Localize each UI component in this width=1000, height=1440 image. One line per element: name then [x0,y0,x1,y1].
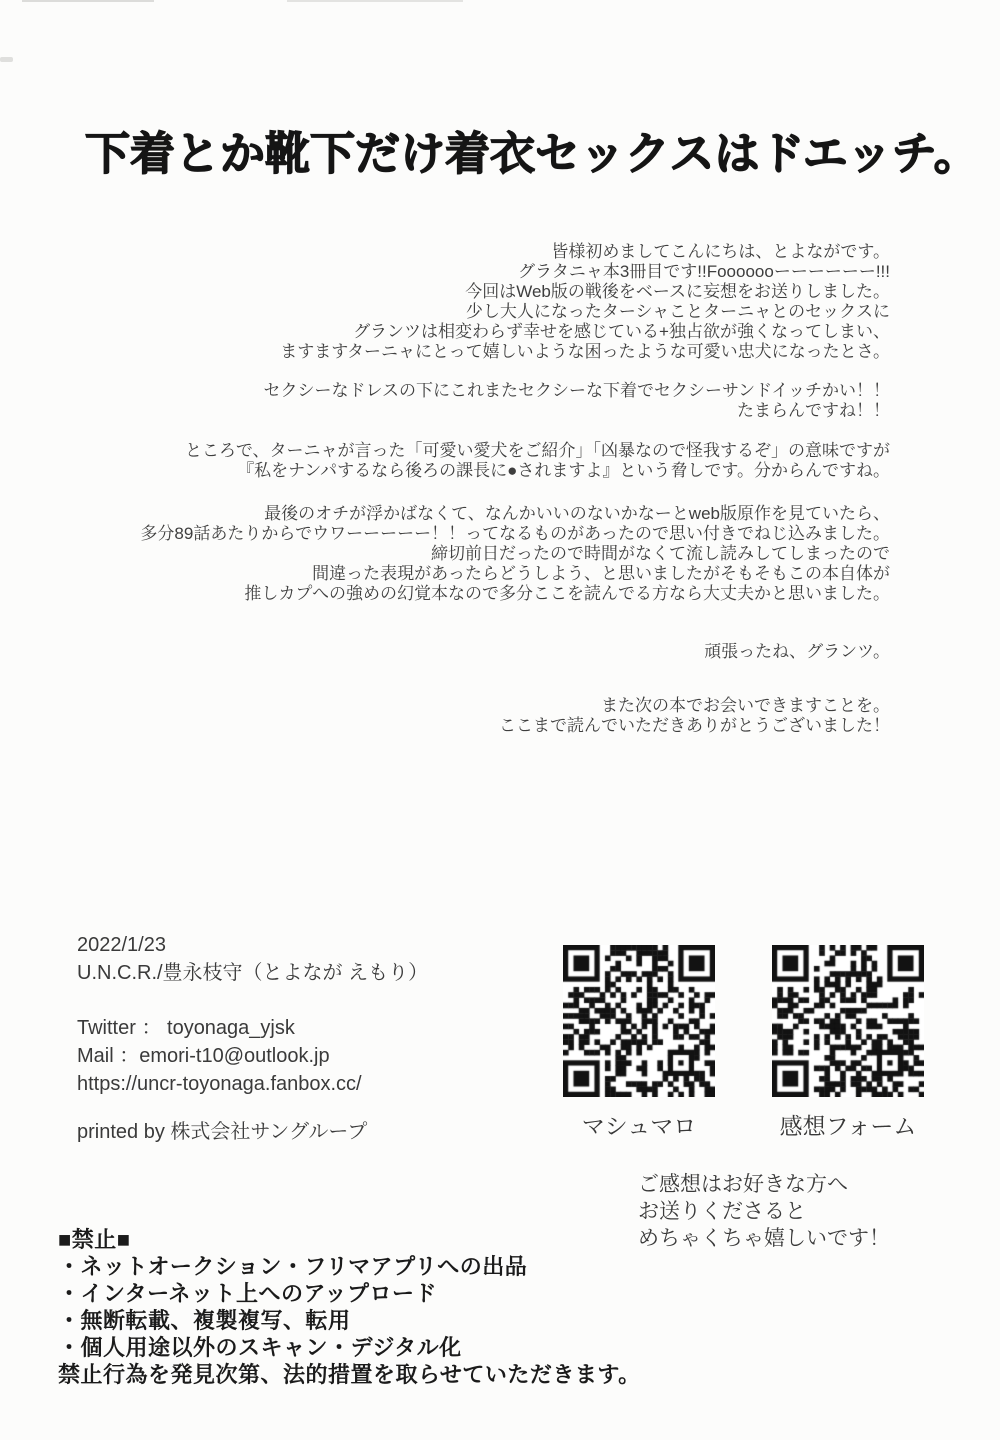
prohibition-item: ・インターネット上へのアップロード [58,1281,437,1306]
afterword-line: 皆様初めましてこんにちは、とよながです。 [551,242,890,261]
prohibition-item: ・個人用途以外のスキャン・デジタル化 [58,1335,462,1360]
afterword-line: ますますターニャにとって嬉しいような困ったような可愛い忠犬になったとさ。 [280,342,890,361]
scan-artifact [22,0,154,2]
feedback-note-line: めちゃくちゃ嬉しいです！ [638,1227,890,1250]
colophon [77,931,428,1146]
afterword-line: 推しカプへの強めの幻覚本なので多分ここを読んでる方なら大丈夫かと思いました。 [244,584,890,603]
afterword-paragraph-thanks [90,696,890,736]
fanbox-url: https://uncr-toyonaga.fanbox.cc/ [77,1073,362,1095]
afterword-line: 『私をナンパするなら後ろの課長に●されますよ』という脅しです。分からんですね。 [237,461,890,480]
afterword-paragraph-ending [90,504,890,604]
prohibition-warning: 禁止行為を発見次第、法的措置を取らせていただきます。 [58,1362,641,1387]
feedback-note-line: ご感想はお好きな方へ [638,1173,848,1196]
afterword-line: グランツは相変わらず幸せを感じている+独占欲が強くなってしまい、 [353,322,890,341]
prohibition-item: ・ネットオークション・フリマアプリへの出品 [58,1254,528,1279]
qr-code-feedback-form-canvas [772,945,924,1097]
afterword-text-block [90,242,890,736]
printer-credit: printed by 株式会社サングループ [77,1121,368,1143]
prohibition-notice [58,1226,641,1388]
qr-code-feedback-form [772,945,924,1097]
publication-date: 2022/1/23 [77,934,166,956]
afterword-line: 最後のオチが浮かばなくて、なんかいいのないかなーとweb版原作を見ていたら、 [264,504,890,523]
afterword-paragraph-sexy [90,381,890,421]
qr-code-marshmallow [563,945,715,1097]
afterword-line: 少し大人になったターシャことターニャとのセックスに [465,302,890,321]
afterword-line: セクシーなドレスの下にこれまたセクシーな下着でセクシーサンドイッチかい！！ [263,381,890,400]
afterword-line: 締切前日だったので時間がなくて流し読みしてしまったので [431,544,890,563]
afterword-line: ところで、ターニャが言った「可愛い愛犬をご紹介」「凶暴なので怪我するぞ」の意味ですが [185,441,890,460]
afterword-line: 今回はWeb版の戦後をベースに妄想をお送りしました。 [465,282,890,301]
email-address: Mail ：emori-t10@outlook.jp [77,1045,330,1067]
twitter-handle: Twitter ： toyonaga_yjsk [77,1017,295,1039]
afterword-paragraph-praise [90,642,890,662]
afterword-line: 頑張ったね、グランツ。 [704,642,890,661]
afterword-line: ここまで読んでいただきありがとうございました！ [499,716,890,735]
afterword-line: 多分89話あたりからでウワーーーーー！！ってなるものがあったので思い付きでねじ込みました。 [140,524,890,543]
afterword-paragraph-meaning [90,441,890,481]
qr-marshmallow-label: マシュマロ [581,1113,697,1139]
afterword-line: グラタニャ本3冊目です!!Fooooooーーーーーー!!! [517,262,890,281]
circle-author: U.N.C.R./豊永枝守（とよなが えもり） [77,962,429,984]
afterword-paragraph-intro [90,242,890,362]
scan-artifact [0,57,13,62]
prohibition-header: ■禁止■ [58,1227,131,1252]
afterword-line: また次の本でお会いできますことを。 [601,696,890,715]
afterword-line: たまらんですね！！ [737,401,890,420]
feedback-note-line: お送りくださると [638,1200,806,1223]
qr-code-marshmallow-canvas [563,945,715,1097]
qr-feedback-label: 感想フォーム [779,1113,917,1139]
scan-artifact [287,0,463,2]
page-title: 下着とか靴下だけ着衣セックスはドエッチ。 [85,128,979,179]
feedback-note [638,1171,890,1252]
prohibition-item: ・無断転載、複製複写、転用 [58,1308,351,1333]
afterword-line: 間違った表現があったらどうしよう、と思いましたがそもそもこの本自体が [312,564,890,583]
